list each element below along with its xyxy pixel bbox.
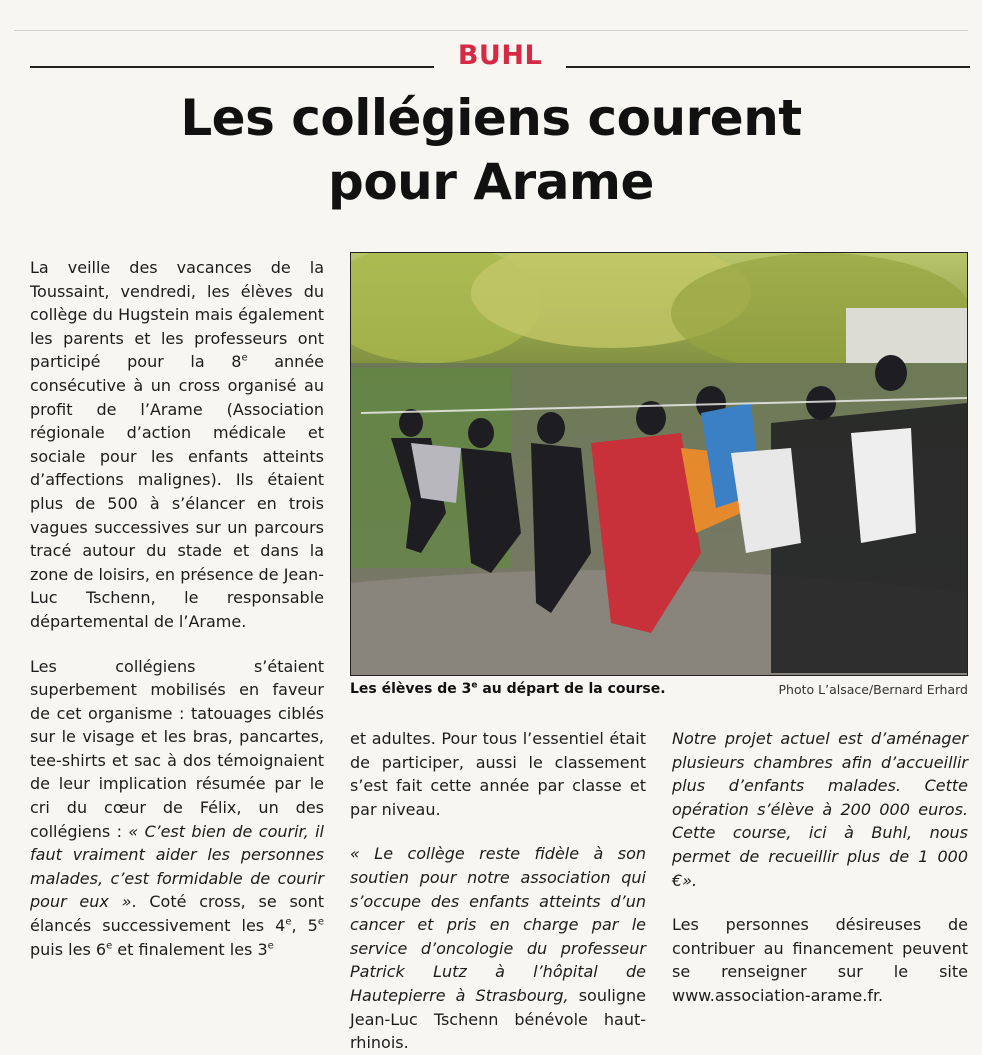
rubric-label: BUHL [457, 40, 543, 71]
photo-credit: Photo L’alsace/Bernard Erhard [778, 682, 968, 697]
paragraph-2-continued: et adultes. Pour tous l’essentiel était de participer, aussi le classement s’est fait cette année par classe et par niveau. [350, 729, 646, 819]
runners-photo-illustration [351, 253, 967, 675]
paragraph-4: Les personnes désireuses de contribuer au financement peuvent se renseigner sur le site www.association-arame.fr. [672, 915, 968, 1005]
headline-line-2: pour Arame [328, 153, 654, 211]
quote-tschenn: « Le collège reste fidèle à son soutien pour notre association qui s’occupe des enfants atteints d’un cancer et pris en charge par le service d’oncologie du professeur Patrick Lutz à l’hôpital de Hautepierre à Strasbourg, [350, 844, 646, 1005]
headline [20, 86, 962, 214]
article-column-2 [350, 727, 646, 1055]
paragraph-3: « Le collège reste fidèle à son soutien pour notre association qui s’occupe des enfants atteints d’un cancer et pris en charge par le service d’oncologie du professeur Patrick Lutz à l’hôpital de Hautepierre à Strasbourg, souligne Jean-Luc Tschenn bénévole haut-rhinois. [350, 844, 646, 1053]
rubric-rule-left [30, 66, 434, 68]
paragraph-3-continued [672, 727, 968, 892]
paragraph-2: Les collégiens s’étaient superbement mobilisés en faveur de cet organisme : tatouages ciblés sur le visage et les bras, pancartes, tee-shirts et sac à dos témoignaient de leur implication résumée par le cri du cœur de Félix, un des collégiens : « C’est bien de courir, il faut vraiment aider les personnes malades, c’est formidable de courir pour eux ». Coté cross, se sont élancés successivement les 4e, 5e puis les 6e et finalement les 3e [30, 656, 324, 959]
article-column-1 [30, 256, 324, 961]
quote-felix: « C’est bien de courir, il faut vraiment aider les personnes malades, c’est formidable de courir pour eux » [30, 821, 324, 912]
top-rule [14, 30, 968, 31]
quote-tschenn-continued: Notre projet actuel est d’aménager plusieurs chambres afin d’accueillir plus d’enfants malades. Cette opération s’élève à 200 000 euros. Cette course, ici à Buhl, nous permet de recueillir plus de 1 000 €». [672, 729, 968, 890]
headline-line-1: Les collégiens courent [180, 89, 802, 147]
article-photo [350, 252, 968, 676]
article-column-3 [672, 727, 968, 1008]
paragraph-1: La veille des vacances de la Toussaint, vendredi, les élèves du collège du Hugstein mais également les parents et les professeurs ont participé pour la 8e année consécutive à un cross organisé au profit de l’Arame (Association régionale d’action médicale et sociale pour les enfants atteints d’affections malignes). Ils étaient plus de 500 à s’élancer en trois vagues successives sur un parcours tracé autour du stade et dans la zone de loisirs, en présence de Jean-Luc Tschenn, le responsable départemental de l’Arame. [30, 258, 324, 631]
rubric-rule-right [566, 66, 970, 68]
photo-caption: Les élèves de 3e au départ de la course. [350, 680, 666, 697]
